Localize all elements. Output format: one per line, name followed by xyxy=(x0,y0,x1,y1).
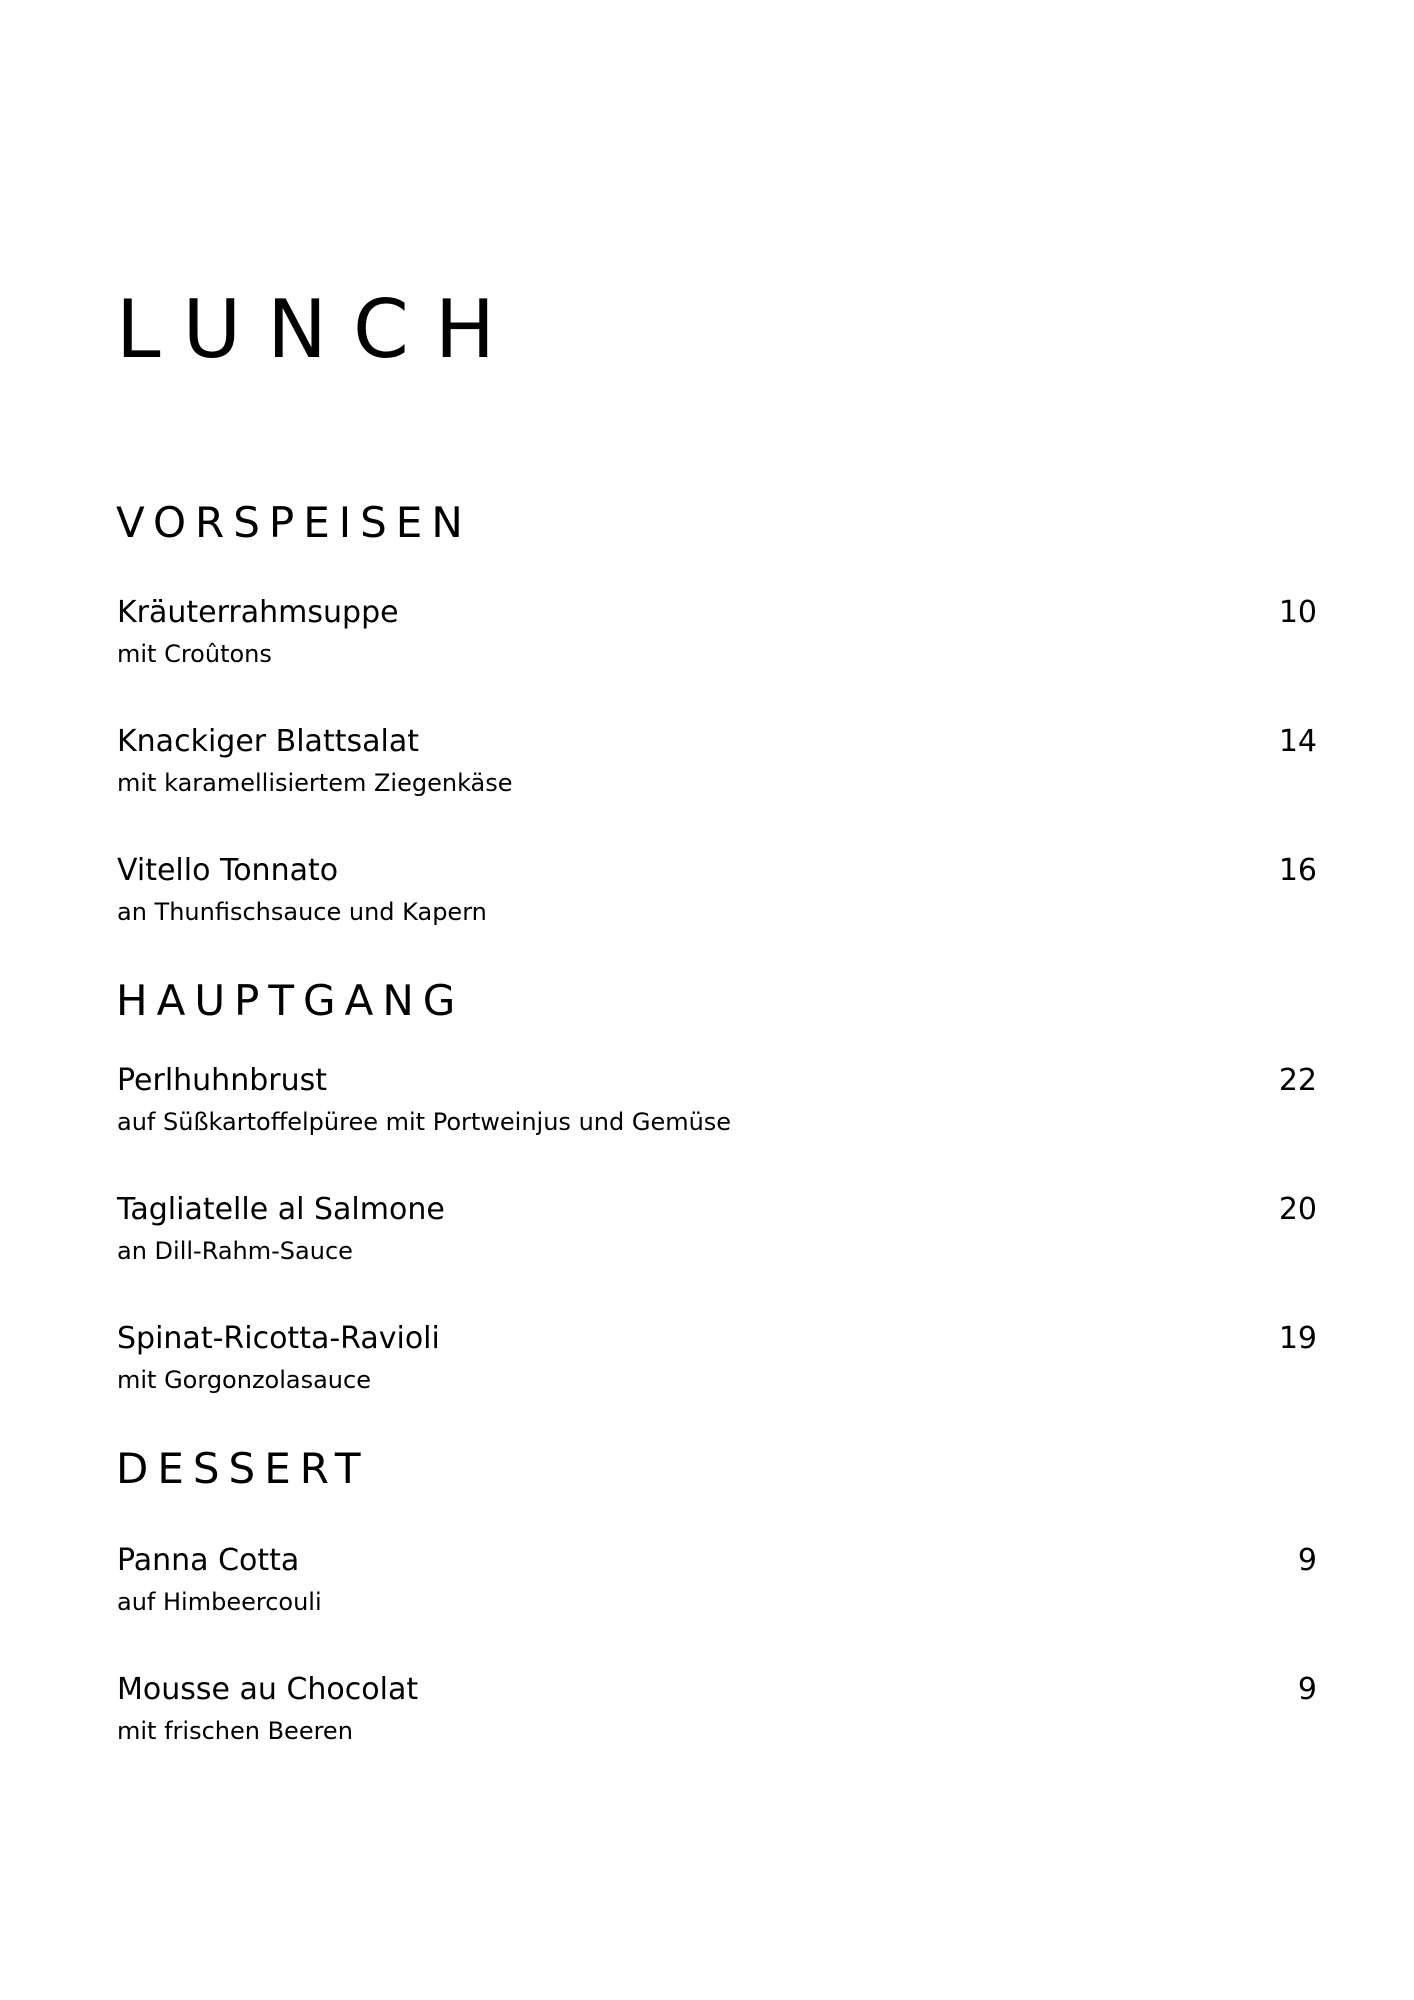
menu-item xyxy=(117,1672,1317,1752)
menu-item-description: auf Himbeercouli xyxy=(117,1588,322,1616)
section-heading-vorspeisen: VORSPEISEN xyxy=(116,498,472,547)
menu-item xyxy=(117,1321,1317,1401)
menu-item-name: Tagliatelle al Salmone xyxy=(117,1192,445,1227)
menu-item-price: 10 xyxy=(1278,595,1317,630)
menu-item-description: an Thunfischsauce und Kapern xyxy=(117,898,487,926)
menu-item-price: 14 xyxy=(1278,724,1317,759)
menu-item-name: Perlhuhnbrust xyxy=(117,1063,327,1098)
menu-item-description: mit Croûtons xyxy=(117,640,272,668)
menu-item-price: 9 xyxy=(1297,1672,1317,1707)
menu-item-price: 22 xyxy=(1278,1063,1317,1098)
menu-item xyxy=(117,1063,1317,1143)
section-heading-hauptgang: HAUPTGANG xyxy=(116,976,465,1025)
menu-item-price: 19 xyxy=(1278,1321,1317,1356)
menu-item-description: mit frischen Beeren xyxy=(117,1717,353,1745)
menu-item xyxy=(117,595,1317,675)
menu-item-price: 16 xyxy=(1278,853,1317,888)
menu-item-name: Kräuterrahmsuppe xyxy=(117,595,399,630)
menu-item-name: Knackiger Blattsalat xyxy=(117,724,419,759)
menu-item xyxy=(117,853,1317,933)
menu-item-description: mit Gorgonzolasauce xyxy=(117,1366,371,1394)
menu-item-name: Vitello Tonnato xyxy=(117,853,339,888)
menu-item-description: an Dill-Rahm-Sauce xyxy=(117,1237,353,1265)
menu-item-price: 9 xyxy=(1297,1543,1317,1578)
menu-item-price: 20 xyxy=(1278,1192,1317,1227)
menu-item-description: mit karamellisiertem Ziegenkäse xyxy=(117,769,513,797)
menu-item xyxy=(117,724,1317,804)
menu-title: LUNCH xyxy=(116,283,521,376)
menu-item-description: auf Süßkartoffelpüree mit Portweinjus und Gemüse xyxy=(117,1108,732,1136)
menu-item-name: Panna Cotta xyxy=(117,1543,300,1578)
menu-item-name: Spinat-Ricotta-Ravioli xyxy=(117,1321,440,1356)
menu-item-name: Mousse au Chocolat xyxy=(117,1672,419,1707)
menu-item xyxy=(117,1192,1317,1272)
section-heading-dessert: DESSERT xyxy=(116,1444,370,1493)
menu-item xyxy=(117,1543,1317,1623)
